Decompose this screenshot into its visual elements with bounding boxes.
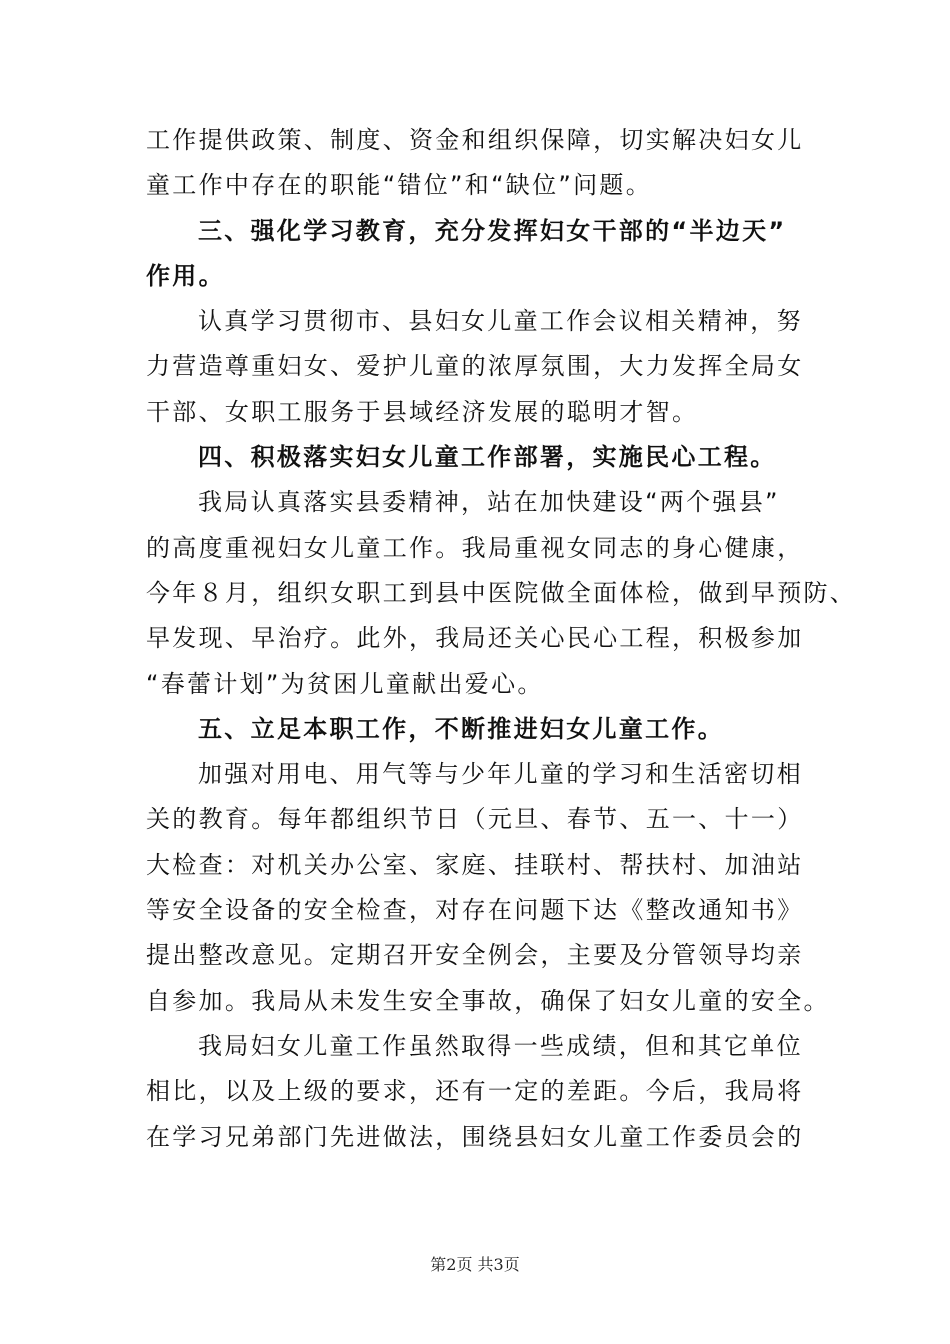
text-line: 大检查：对机关办公室、家庭、挂联村、帮扶村、加油站 [146, 850, 804, 879]
body-paragraph [146, 299, 806, 435]
text-line: 自参加。我局从未发生安全事故，确保了妇女儿童的安全。 [146, 986, 830, 1015]
document-body [146, 118, 857, 1160]
text-line: 早发现、早治疗。此外，我局还关心民心工程，积极参加 [146, 624, 804, 653]
text-line: 我局认真落实县委精神，站在加快建设“两个强县” [198, 488, 780, 517]
text-line: 等安全设备的安全检查，对存在问题下达《整改通知书》 [146, 896, 804, 925]
text-line: 童工作中存在的职能“错位”和“缺位”问题。 [146, 171, 653, 200]
text-line: 力营造尊重妇女、爱护儿童的浓厚氛围，大力发挥全局女 [146, 352, 804, 381]
text-line: 今年８月，组织女职工到县中医院做全面体检，做到早预防、 [146, 578, 857, 607]
page-footer: 第2页 共3页 [430, 1255, 520, 1274]
body-paragraph [146, 118, 806, 209]
text-line: 在学习兄弟部门先进做法，围绕县妇女儿童工作委员会的 [146, 1122, 804, 1151]
body-paragraph [146, 752, 830, 1024]
text-line: 相比，以及上级的要求，还有一定的差距。今后，我局将 [146, 1077, 804, 1106]
text-line: 我局妇女儿童工作虽然取得一些成绩，但和其它单位 [198, 1031, 803, 1060]
text-line: 提出整改意见。定期召开安全例会，主要及分管领导均亲 [146, 941, 804, 970]
section-heading [146, 707, 806, 752]
text-line: 作用。 [146, 261, 225, 290]
text-line: 五、立足本职工作，不断推进妇女儿童工作。 [198, 714, 724, 743]
text-line: 的高度重视妇女儿童工作。我局重视女同志的身心健康， [146, 533, 804, 562]
body-paragraph [146, 1024, 806, 1160]
text-line: 三、强化学习教育，充分发挥妇女干部的“半边天” [198, 216, 787, 245]
text-line: 加强对用电、用气等与少年儿童的学习和生活密切相 [198, 760, 803, 789]
text-line: 四、积极落实妇女儿童工作部署，实施民心工程。 [198, 443, 777, 472]
text-line: 干部、女职工服务于县域经济发展的聪明才智。 [146, 397, 699, 426]
text-line: “春蕾计划”为贫困儿童献出爱心。 [146, 669, 544, 698]
text-line: 工作提供政策、制度、资金和组织保障，切实解决妇女儿 [146, 126, 804, 154]
text-line: 认真学习贯彻市、县妇女儿童工作会议相关精神，努 [198, 307, 803, 336]
section-heading [146, 435, 806, 480]
section-heading [146, 209, 806, 300]
text-line: 关的教育。每年都组织节日（元旦、春节、五一、十一） [146, 805, 804, 834]
body-paragraph [146, 480, 857, 706]
